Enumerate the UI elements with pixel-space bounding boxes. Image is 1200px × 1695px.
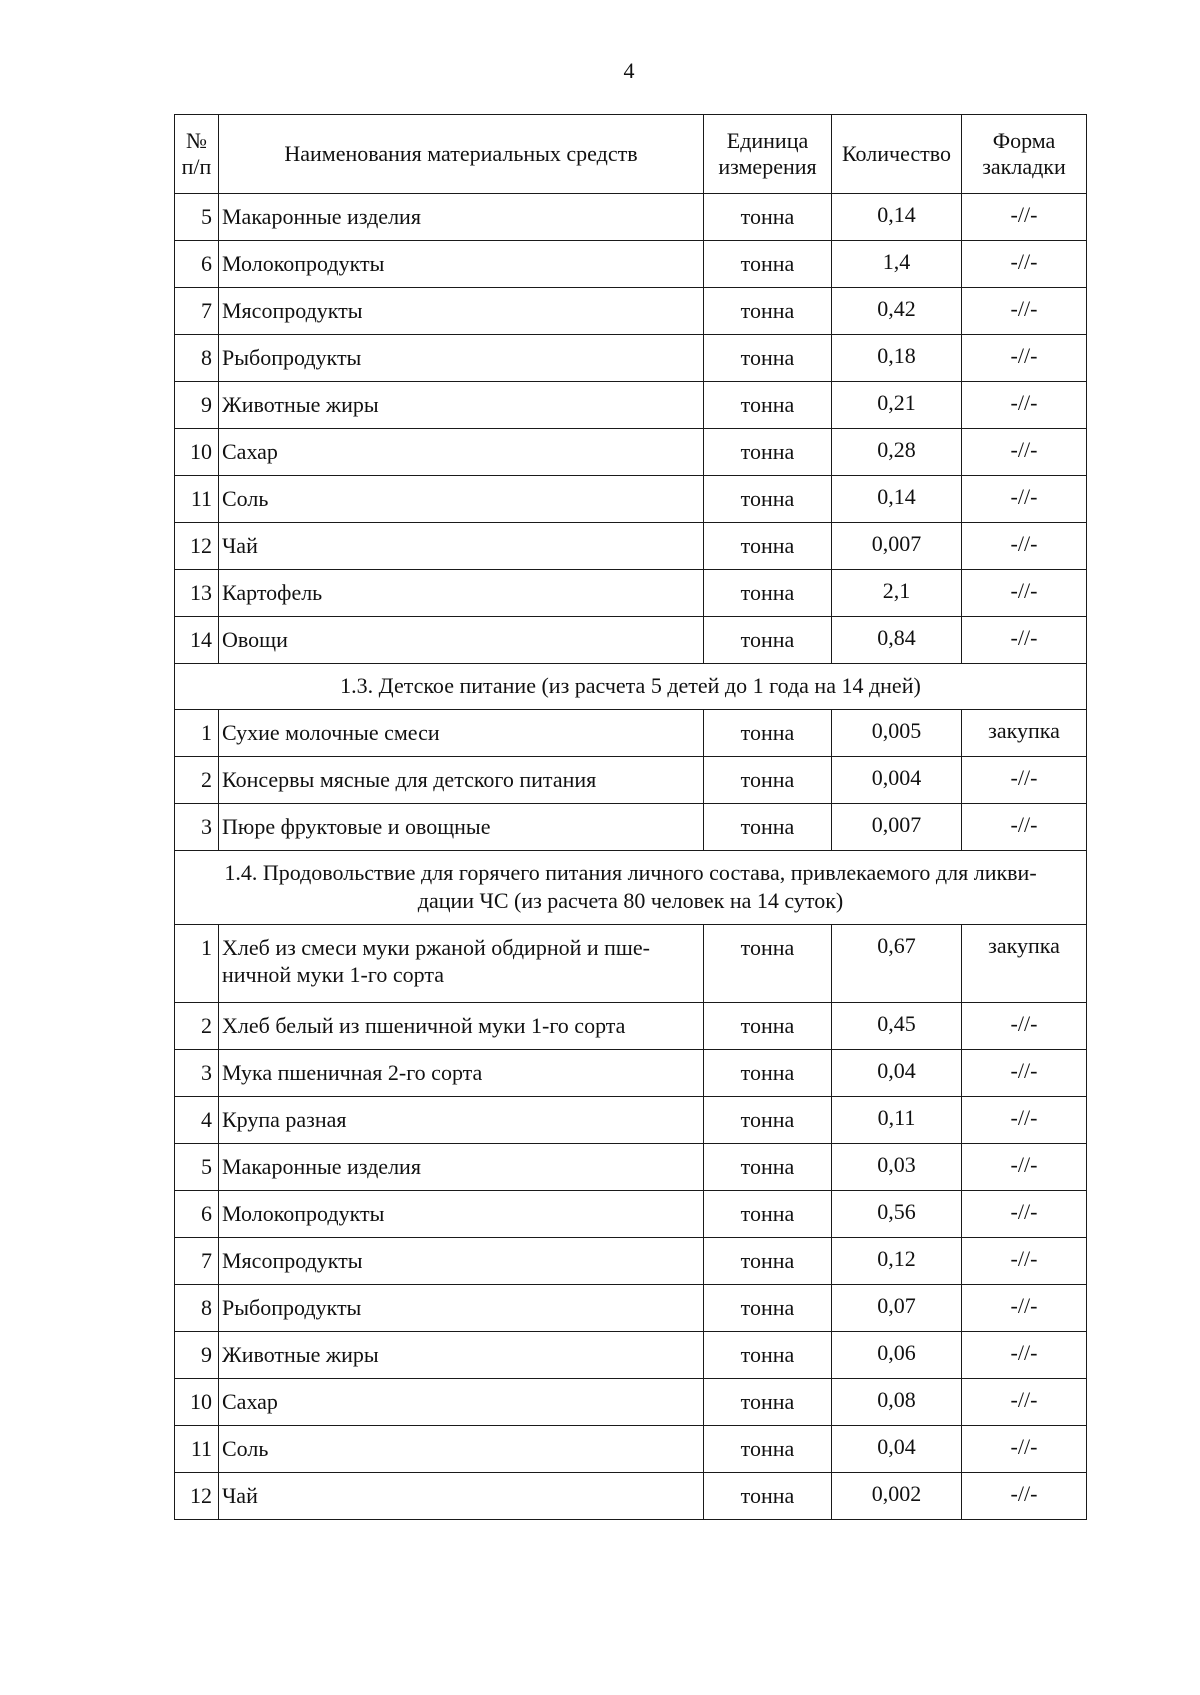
row-number: 8 — [175, 1284, 219, 1331]
row-unit: тонна — [704, 429, 832, 476]
row-name: Сахар — [219, 1378, 704, 1425]
section-row — [175, 850, 1087, 924]
row-name: Молокопродукты — [219, 241, 704, 288]
row-form: -//- — [962, 1284, 1087, 1331]
table-row — [175, 1143, 1087, 1190]
row-quantity: 0,03 — [832, 1143, 962, 1190]
row-number: 9 — [175, 1331, 219, 1378]
table-row — [175, 429, 1087, 476]
row-quantity: 0,28 — [832, 429, 962, 476]
table-row — [175, 1002, 1087, 1049]
row-form: -//- — [962, 1472, 1087, 1519]
table-row — [175, 1190, 1087, 1237]
table-row — [175, 1237, 1087, 1284]
table-header-row — [175, 115, 1087, 194]
header-num — [175, 115, 219, 194]
row-unit: тонна — [704, 1425, 832, 1472]
row-name: Мука пшеничная 2-го сорта — [219, 1049, 704, 1096]
table-row — [175, 756, 1087, 803]
header-name-label: Наименования материальных средств — [284, 140, 638, 166]
row-number: 7 — [175, 1237, 219, 1284]
table-row — [175, 1472, 1087, 1519]
row-unit: тонна — [704, 1378, 832, 1425]
row-name: Пюре фруктовые и овощные — [219, 803, 704, 850]
row-form: -//- — [962, 1190, 1087, 1237]
table-row — [175, 570, 1087, 617]
table-row — [175, 476, 1087, 523]
row-unit: тонна — [704, 1237, 832, 1284]
row-number: 14 — [175, 617, 219, 664]
row-unit: тонна — [704, 241, 832, 288]
row-name: Сухие молочные смеси — [219, 709, 704, 756]
row-form: -//- — [962, 1002, 1087, 1049]
section-title: 1.3. Детское питание (из расчета 5 детей до 1 года на 14 дней) — [175, 664, 1087, 710]
row-unit: тонна — [704, 335, 832, 382]
row-unit: тонна — [704, 1331, 832, 1378]
row-number: 9 — [175, 382, 219, 429]
row-number: 1 — [175, 709, 219, 756]
row-name: Макаронные изделия — [219, 194, 704, 241]
row-name: Животные жиры — [219, 1331, 704, 1378]
table-row — [175, 1378, 1087, 1425]
row-form: -//- — [962, 1425, 1087, 1472]
row-form: -//- — [962, 1049, 1087, 1096]
row-quantity: 0,56 — [832, 1190, 962, 1237]
row-unit: тонна — [704, 194, 832, 241]
row-quantity: 0,12 — [832, 1237, 962, 1284]
row-name: Мясопродукты — [219, 1237, 704, 1284]
row-form: -//- — [962, 570, 1087, 617]
row-number: 4 — [175, 1096, 219, 1143]
header-unit — [704, 115, 832, 194]
row-number: 2 — [175, 1002, 219, 1049]
row-unit: тонна — [704, 1284, 832, 1331]
row-form: -//- — [962, 1237, 1087, 1284]
row-quantity: 0,07 — [832, 1284, 962, 1331]
header-num-label: № п/п — [181, 127, 212, 179]
row-name: Соль — [219, 1425, 704, 1472]
row-name: Хлеб белый из пшеничной муки 1-го сорта — [219, 1002, 704, 1049]
table-row — [175, 1096, 1087, 1143]
row-unit: тонна — [704, 570, 832, 617]
row-number: 8 — [175, 335, 219, 382]
row-number: 10 — [175, 429, 219, 476]
row-form: -//- — [962, 1378, 1087, 1425]
row-form: -//- — [962, 1331, 1087, 1378]
section-title: 1.4. Продовольствие для горячего питания личного состава, привлекаемого для ликви- дации ЧС (из расчета 80 человек на 14 суток) — [175, 850, 1087, 924]
row-quantity: 0,14 — [832, 194, 962, 241]
table-row — [175, 523, 1087, 570]
row-name: Крупа разная — [219, 1096, 704, 1143]
row-form: -//- — [962, 756, 1087, 803]
header-qty — [832, 115, 962, 194]
row-form: -//- — [962, 523, 1087, 570]
row-quantity: 0,06 — [832, 1331, 962, 1378]
table-row — [175, 1284, 1087, 1331]
materials-table — [174, 114, 1087, 1520]
row-number: 3 — [175, 803, 219, 850]
row-unit: тонна — [704, 476, 832, 523]
row-unit: тонна — [704, 1472, 832, 1519]
row-form: -//- — [962, 241, 1087, 288]
row-unit: тонна — [704, 803, 832, 850]
header-form-label: Форма закладки — [982, 127, 1066, 179]
table-row — [175, 617, 1087, 664]
row-name: Картофель — [219, 570, 704, 617]
row-unit: тонна — [704, 288, 832, 335]
row-unit: тонна — [704, 523, 832, 570]
row-unit: тонна — [704, 1096, 832, 1143]
row-unit: тонна — [704, 1143, 832, 1190]
row-quantity: 0,04 — [832, 1425, 962, 1472]
header-qty-label: Количество — [841, 140, 952, 166]
row-quantity: 0,67 — [832, 924, 962, 1002]
row-number: 3 — [175, 1049, 219, 1096]
row-quantity: 0,007 — [832, 803, 962, 850]
row-number: 12 — [175, 523, 219, 570]
row-name: Сахар — [219, 429, 704, 476]
header-name — [219, 115, 704, 194]
row-number: 6 — [175, 241, 219, 288]
row-quantity: 0,11 — [832, 1096, 962, 1143]
row-form: -//- — [962, 617, 1087, 664]
row-number: 2 — [175, 756, 219, 803]
row-quantity: 0,004 — [832, 756, 962, 803]
row-form: -//- — [962, 335, 1087, 382]
table-row — [175, 335, 1087, 382]
table-row — [175, 241, 1087, 288]
row-quantity: 0,007 — [832, 523, 962, 570]
table-row — [175, 1049, 1087, 1096]
row-quantity: 0,42 — [832, 288, 962, 335]
table-row — [175, 194, 1087, 241]
row-quantity: 1,4 — [832, 241, 962, 288]
row-unit: тонна — [704, 1190, 832, 1237]
header-unit-label: Единица измерения — [718, 127, 817, 179]
row-unit: тонна — [704, 709, 832, 756]
row-form: -//- — [962, 803, 1087, 850]
table-row — [175, 382, 1087, 429]
row-name: Мясопродукты — [219, 288, 704, 335]
header-form — [962, 115, 1087, 194]
section-row — [175, 664, 1087, 710]
row-unit: тонна — [704, 924, 832, 1002]
row-name: Соль — [219, 476, 704, 523]
row-quantity: 0,45 — [832, 1002, 962, 1049]
table-row — [175, 1425, 1087, 1472]
row-number: 11 — [175, 476, 219, 523]
row-quantity: 2,1 — [832, 570, 962, 617]
row-form: закупка — [962, 709, 1087, 756]
row-name: Рыбопродукты — [219, 1284, 704, 1331]
row-name: Молокопродукты — [219, 1190, 704, 1237]
row-unit: тонна — [704, 756, 832, 803]
table-row — [175, 924, 1087, 1002]
row-name: Животные жиры — [219, 382, 704, 429]
row-name: Хлеб из смеси муки ржаной обдирной и пше- ничной муки 1-го сорта — [219, 924, 704, 1002]
row-number: 6 — [175, 1190, 219, 1237]
row-form: -//- — [962, 1143, 1087, 1190]
row-form: -//- — [962, 1096, 1087, 1143]
table-row — [175, 288, 1087, 335]
row-quantity: 0,005 — [832, 709, 962, 756]
row-number: 5 — [175, 194, 219, 241]
row-number: 12 — [175, 1472, 219, 1519]
row-unit: тонна — [704, 382, 832, 429]
table-row — [175, 803, 1087, 850]
table-row — [175, 709, 1087, 756]
row-quantity: 0,14 — [832, 476, 962, 523]
row-quantity: 0,18 — [832, 335, 962, 382]
row-name: Рыбопродукты — [219, 335, 704, 382]
row-number: 1 — [175, 924, 219, 1002]
row-number: 10 — [175, 1378, 219, 1425]
row-quantity: 0,002 — [832, 1472, 962, 1519]
row-unit: тонна — [704, 1049, 832, 1096]
row-form: -//- — [962, 429, 1087, 476]
row-form: -//- — [962, 288, 1087, 335]
row-number: 11 — [175, 1425, 219, 1472]
row-name: Макаронные изделия — [219, 1143, 704, 1190]
row-form: -//- — [962, 194, 1087, 241]
row-quantity: 0,08 — [832, 1378, 962, 1425]
row-quantity: 0,04 — [832, 1049, 962, 1096]
row-number: 5 — [175, 1143, 219, 1190]
row-quantity: 0,84 — [832, 617, 962, 664]
table-row — [175, 1331, 1087, 1378]
row-name: Чай — [219, 1472, 704, 1519]
row-unit: тонна — [704, 1002, 832, 1049]
row-name: Консервы мясные для детского питания — [219, 756, 704, 803]
row-unit: тонна — [704, 617, 832, 664]
page-number: 4 — [623, 58, 635, 83]
row-number: 7 — [175, 288, 219, 335]
row-form: -//- — [962, 382, 1087, 429]
row-name: Чай — [219, 523, 704, 570]
row-name: Овощи — [219, 617, 704, 664]
row-number: 13 — [175, 570, 219, 617]
row-form: закупка — [962, 924, 1087, 1002]
row-form: -//- — [962, 476, 1087, 523]
row-quantity: 0,21 — [832, 382, 962, 429]
